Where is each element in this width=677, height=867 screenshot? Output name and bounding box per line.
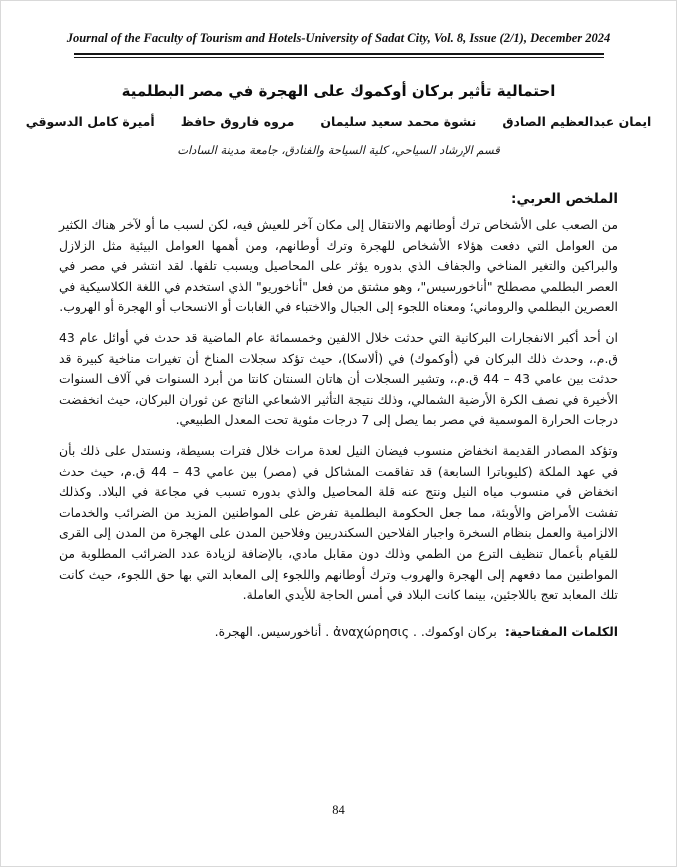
author-name-1: ايمان عبدالعظيم الصادق xyxy=(502,114,652,129)
page-title: احتمالية تأثير بركان أوكموك على الهجرة في مصر البطلمية xyxy=(121,82,556,100)
author-name-4: أميرة كامل الدسوقي xyxy=(25,114,155,129)
header-divider-rule xyxy=(74,53,604,58)
keywords-label: الكلمات المفتاحية: xyxy=(504,623,618,639)
journal-header-block xyxy=(59,31,618,58)
abstract-paragraph-3: وتؤكد المصادر القديمة انخفاض منسوب فيضان النيل لعدة مرات خلال فترات بسيطة، ونستدل على ذلك بأن في عهد الملكة (كليوباترا السابعة) قد تفاقمت المشاكل في (مصر) بين عامي 43 – 44 ق.م، حيث حدث انخفاض في منسوب مياه النيل ونتج عنه قلة المحاصيل والذي بدوره تسبب في مجاعة في البلاد. وكذلك تفشت الأمراض والأوبئة، مما جعل الحكومة البطلمية تفرض على المواطنين المزيد من الضرائب والخدمات الالزامية والعمل بنظام السخرة واجبار الفلاحين السكندريين وفلاحين المدن على الهجرة من المدن إلى القرى للقيام بأعمال تنظيف الترع من الطمي وذلك دون مقابل مادي، بالإضافة لزيادة عدد الضرائب المطلوبة من المواطنين مما دفعهم إلى الهجرة والهروب وترك أوطانهم واللجوء إلى المعابد التي بها حق اللجوء، حيث كانت تلك المعابد تعج باللاجئين، بينما كانت البلاد في أمس الحاجة للأيدي العاملة. xyxy=(59,442,618,603)
journal-header-line: Journal of the Faculty of Tourism and Hotels-University of Sadat City, Vol. 8, Issue (2/1), December 2024 xyxy=(66,31,611,45)
keywords-line xyxy=(59,622,618,643)
author-name-2: نشوة محمد سعيد سليمان xyxy=(320,114,477,129)
abstract-heading: الملخص العربي: xyxy=(511,191,618,207)
author-name-3: مروه فاروق حافظ xyxy=(180,114,295,129)
keywords-text: بركان اوكموك. . ἀναχώρησις . أناخورسيس. الهجرة. xyxy=(214,623,497,639)
abstract-paragraph-2: ان أحد أكبر الانفجارات البركانية التي حدثت خلال الالفين وخمسمائة عام الماضية قد حدث في أوائل عام 43 ق.م.، وحدث ذلك البركان في (أوكموك) في (ألاسكا)، حيث تؤكد سجلات المناخ أن تغيرات مناخية كبيرة قد حدثت بين عامي 43 – 44 ق.م.، وتشير السجلات أن هاتان السنتان كانتا من أبرد السنوات في آلاف السنوات الأخيرة في نصف الكرة الأرضية الشمالي، وذلك نتيجة التأثير الاشعاعي الناتج عن ثوران البركان، حيث انخفضت درجات الحرارة الموسمية في مصر بما يصل إلى 7 درجات مئوية تحت المعدل الطبيعي. xyxy=(59,329,618,428)
title-block xyxy=(25,82,652,157)
arabic-abstract-section xyxy=(59,191,618,642)
abstract-paragraph-1: من الصعب على الأشخاص ترك أوطانهم والانتقال إلى مكان آخر للعيش فيه، لكن لسبب ما أو لآخر هناك الكثير من العوامل التي دفعت هؤلاء الأشخاص للهجرة وترك أوطانهم، ومن أهمها العوامل البيئية مثل الزلازل والبراكين والتغير المناخي والجفاف الذي بدوره يؤثر على المحاصيل ويسبب تلفها. لقد انتشر في مصر في العصر البطلمي مصطلح "أناخورسيس"، وهو مشتق من فعل "أناخوريو" الذي استخدم في اللغة الكلاسيكية في العصرين البطلمي والروماني؛ ومعناه اللجوء إلى الجبال والاختباء في الغابات أو الانسحاب أو الهجرة أو الهروب. xyxy=(59,217,618,315)
authors-row xyxy=(25,114,652,129)
page-number: 84 xyxy=(332,803,345,817)
affiliation-line: قسم الإرشاد السياحي، كلية السياحة والفنادق، جامعة مدينة السادات xyxy=(177,143,500,157)
